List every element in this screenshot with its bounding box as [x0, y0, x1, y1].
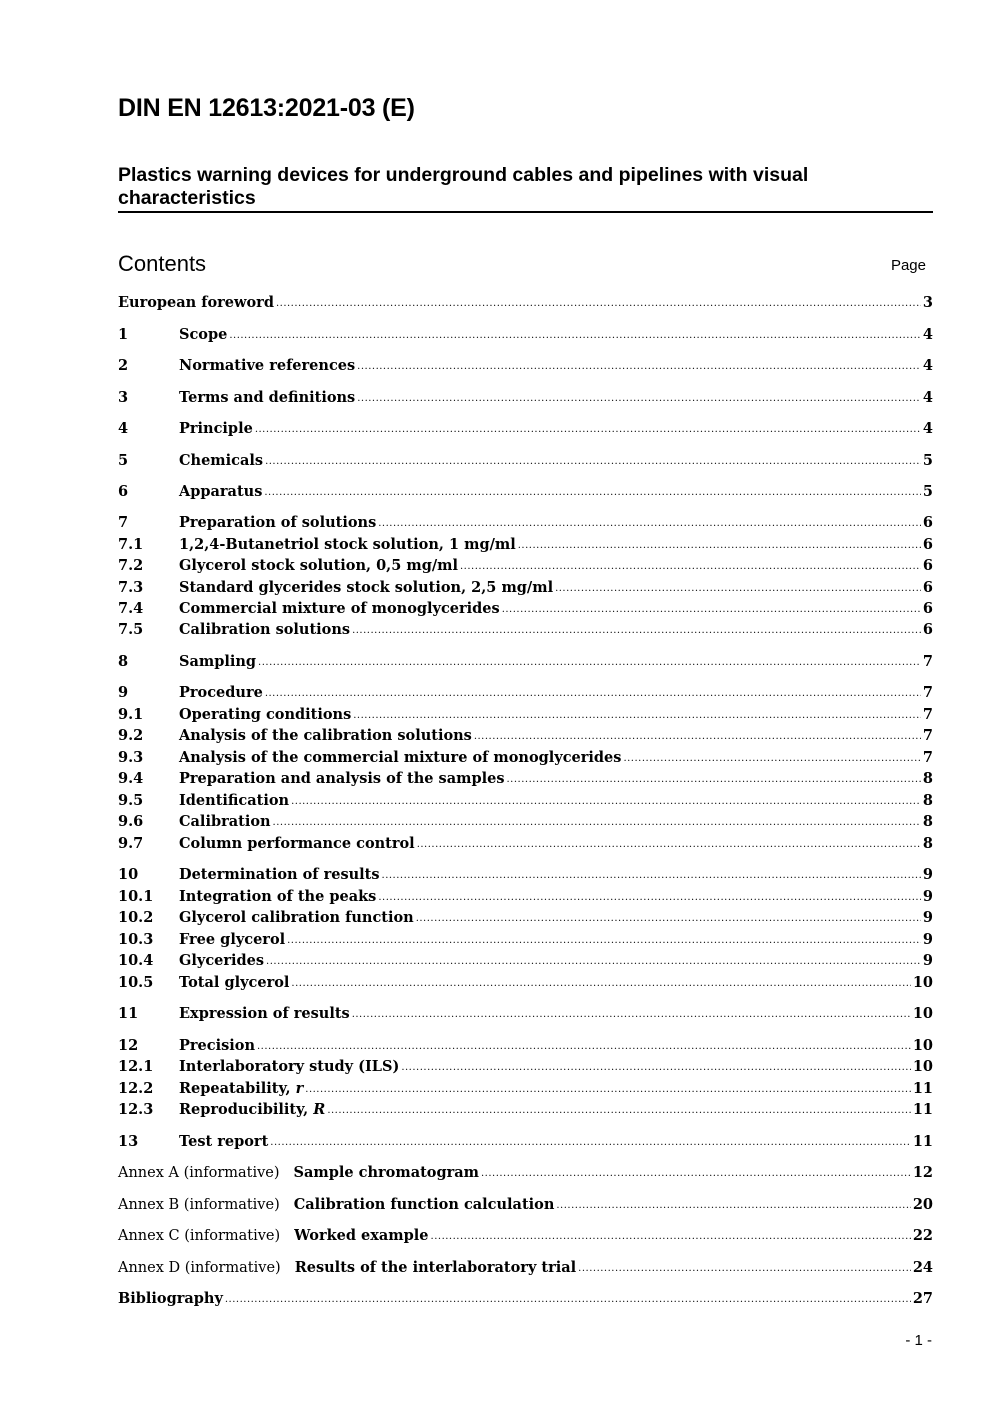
toc-page-number: 6	[922, 557, 933, 574]
toc-page-number: 6	[922, 600, 933, 617]
toc-section-title: Analysis of the commercial mixture of monoglycerides	[179, 749, 622, 766]
toc-section-number: 4	[118, 420, 129, 437]
toc-page-number: 7	[922, 684, 933, 701]
toc-entry[interactable]	[118, 620, 933, 640]
toc-section-title: Procedure	[179, 684, 263, 701]
toc-section-number: 12.3	[118, 1101, 154, 1118]
toc-entry[interactable]	[118, 1195, 933, 1215]
toc-section-title: Principle	[179, 420, 253, 437]
toc-section-title: Bibliography	[118, 1290, 223, 1307]
toc-annex-label: Annex C (informative)	[118, 1228, 281, 1244]
toc-page-number: 9	[922, 888, 933, 905]
toc-entry[interactable]	[118, 1258, 933, 1278]
toc-section-title: Interlaboratory study (ILS)	[179, 1058, 400, 1075]
toc-section-number: 7.2	[118, 557, 144, 574]
toc-page-number: 6	[922, 579, 933, 596]
toc-section-title: Calibration solutions	[179, 621, 351, 638]
toc-leader-dots	[357, 356, 921, 376]
toc-entry[interactable]	[118, 325, 933, 345]
toc-entry[interactable]	[118, 1057, 933, 1077]
toc-page-number: 24	[912, 1259, 933, 1276]
toc-section-number: 10.4	[118, 952, 154, 969]
toc-page-number: 20	[912, 1196, 933, 1213]
toc-entry[interactable]	[118, 513, 933, 533]
page-column-heading: Page	[890, 257, 926, 274]
toc-section-title: Glycerol stock solution, 0,5 mg/ml	[179, 557, 458, 574]
toc-section-title: Identification	[179, 792, 290, 809]
toc-section-title: Terms and definitions	[179, 389, 356, 406]
toc-leader-dots	[481, 1163, 911, 1183]
toc-leader-dots	[352, 1004, 911, 1024]
toc-section-number: 2	[118, 357, 129, 374]
toc-entry[interactable]	[118, 1226, 933, 1246]
toc-page-number: 5	[922, 452, 933, 469]
toc-section-number: 7.1	[118, 536, 144, 553]
toc-section-number: 12.1	[118, 1058, 154, 1075]
toc-entry[interactable]	[118, 748, 933, 768]
toc-page-number: 9	[922, 931, 933, 948]
toc-section-title: Standard glycerides stock solution, 2,5 mg/ml	[179, 579, 554, 596]
toc-section-number: 7.4	[118, 600, 144, 617]
toc-section-title: Normative references	[179, 357, 356, 374]
toc-page-number: 4	[922, 326, 933, 343]
toc-entry[interactable]	[118, 451, 933, 471]
toc-entry[interactable]	[118, 578, 933, 598]
toc-section-title: Free glycerol	[179, 931, 286, 948]
toc-section-title: Commercial mixture of monoglycerides	[179, 600, 500, 617]
toc-leader-dots	[460, 556, 921, 576]
toc-page-number: 11	[912, 1101, 933, 1118]
toc-section-number: 10.5	[118, 974, 154, 991]
toc-page-number: 22	[912, 1227, 933, 1244]
toc-page-number: 8	[922, 813, 933, 830]
toc-section-number: 9.3	[118, 749, 144, 766]
toc-entry[interactable]	[118, 1289, 933, 1309]
toc-section-title: Glycerides	[179, 952, 265, 969]
toc-section-number: 13	[118, 1133, 139, 1150]
toc-section-title: European foreword	[118, 294, 274, 311]
toc-section-number: 9.6	[118, 813, 144, 830]
toc-section-number: 9.2	[118, 727, 144, 744]
toc-entry[interactable]	[118, 683, 933, 703]
toc-page-number: 10	[912, 1058, 933, 1075]
toc-page-number: 7	[922, 653, 933, 670]
toc-entry[interactable]	[118, 769, 933, 789]
toc-leader-dots	[265, 451, 921, 471]
toc-section-number: 1	[118, 326, 129, 343]
toc-page-number: 9	[922, 866, 933, 883]
toc-page-number: 27	[912, 1290, 933, 1307]
toc-section-title: Scope	[179, 326, 228, 343]
toc-section-number: 10.3	[118, 931, 154, 948]
toc-section-number: 7.5	[118, 621, 144, 638]
toc-annex-label: Annex B (informative)	[118, 1197, 280, 1213]
toc-annex-label: Annex A (informative)	[118, 1165, 280, 1181]
toc-leader-dots	[229, 325, 921, 345]
toc-entry[interactable]	[118, 887, 933, 907]
toc-entry[interactable]	[118, 1100, 933, 1120]
toc-leader-dots	[291, 791, 921, 811]
toc-entry[interactable]	[118, 482, 933, 502]
toc-section-title: Precision	[179, 1037, 255, 1054]
toc-page-number: 10	[912, 974, 933, 991]
toc-leader-dots	[327, 1100, 911, 1120]
toc-section-number: 6	[118, 483, 129, 500]
toc-leader-dots	[270, 1132, 911, 1152]
toc-section-title: Preparation of solutions	[179, 514, 377, 531]
toc-leader-dots	[225, 1289, 911, 1309]
toc-leader-dots	[507, 769, 921, 789]
toc-section-number: 9.4	[118, 770, 144, 787]
toc-entry[interactable]	[118, 1004, 933, 1024]
toc-section-number: 9	[118, 684, 129, 701]
toc-leader-dots	[287, 930, 921, 950]
contents-heading: Contents	[118, 251, 207, 276]
toc-section-number: 7.3	[118, 579, 144, 596]
toc-section-title: Glycerol calibration function	[179, 909, 414, 926]
toc-leader-dots	[401, 1057, 911, 1077]
toc-section-number: 12.2	[118, 1080, 154, 1097]
toc-leader-dots	[474, 726, 921, 746]
toc-leader-dots	[378, 887, 921, 907]
toc-section-title: Repeatability, r	[179, 1080, 304, 1097]
toc-page-number: 9	[922, 909, 933, 926]
toc-section-title: Column performance control	[179, 835, 415, 852]
toc-leader-dots	[258, 652, 921, 672]
toc-section-title: Apparatus	[179, 483, 263, 500]
toc-leader-dots	[255, 419, 921, 439]
toc-section-title: 1,2,4-Butanetriol stock solution, 1 mg/ml	[179, 536, 516, 553]
toc-section-title: Integration of the peaks	[179, 888, 377, 905]
toc-entry[interactable]	[118, 812, 933, 832]
toc-leader-dots	[264, 482, 921, 502]
toc-entry[interactable]	[118, 705, 933, 725]
toc-section-number: 8	[118, 653, 129, 670]
toc-entry[interactable]	[118, 973, 933, 993]
toc-leader-dots	[623, 748, 920, 768]
toc-entry[interactable]	[118, 951, 933, 971]
toc-page-number: 6	[922, 514, 933, 531]
toc-page-number: 11	[912, 1133, 933, 1150]
toc-leader-dots	[518, 535, 921, 555]
toc-page-number: 8	[922, 770, 933, 787]
document-subtitle: Plastics warning devices for underground cables and pipelines with visual characteristics	[118, 164, 933, 213]
toc-entry[interactable]	[118, 535, 933, 555]
toc-page-number: 4	[922, 389, 933, 406]
toc-entry[interactable]	[118, 908, 933, 928]
toc-entry[interactable]	[118, 599, 933, 619]
toc-leader-dots	[502, 599, 921, 619]
toc-leader-dots	[257, 1036, 911, 1056]
page-number: - 1 -	[905, 1332, 932, 1349]
toc-section-number: 7	[118, 514, 129, 531]
toc-section-title: Preparation and analysis of the samples	[179, 770, 505, 787]
toc-section-number: 9.1	[118, 706, 144, 723]
toc-section-title: Determination of results	[179, 866, 380, 883]
toc-leader-dots	[305, 1079, 911, 1099]
toc-entry[interactable]	[118, 1163, 933, 1183]
toc-leader-dots	[378, 513, 921, 533]
toc-leader-dots	[353, 705, 921, 725]
toc-page-number: 11	[912, 1080, 933, 1097]
toc-section-title: Test report	[179, 1133, 269, 1150]
toc-page-number: 8	[922, 792, 933, 809]
toc-leader-dots	[357, 388, 921, 408]
toc-page-number: 4	[922, 357, 933, 374]
toc-page-number: 7	[922, 727, 933, 744]
toc-entry[interactable]	[118, 1132, 933, 1152]
toc-entry[interactable]	[118, 930, 933, 950]
toc-page-number: 9	[922, 952, 933, 969]
toc-section-title: Operating conditions	[179, 706, 352, 723]
toc-leader-dots	[416, 908, 921, 928]
toc-section-title: Analysis of the calibration solutions	[179, 727, 472, 744]
toc-leader-dots	[431, 1226, 911, 1246]
toc-leader-dots	[265, 683, 921, 703]
toc-leader-dots	[276, 293, 921, 313]
toc-section-number: 10.2	[118, 909, 154, 926]
toc-page-number: 5	[922, 483, 933, 500]
toc-entry[interactable]	[118, 1079, 933, 1099]
toc-section-number: 11	[118, 1005, 139, 1022]
toc-entry[interactable]	[118, 388, 933, 408]
toc-entry[interactable]	[118, 356, 933, 376]
toc-page-number: 8	[922, 835, 933, 852]
toc-entry[interactable]	[118, 293, 933, 313]
toc-section-number: 12	[118, 1037, 139, 1054]
toc-page-number: 10	[912, 1005, 933, 1022]
toc-annex-label: Annex D (informative)	[118, 1260, 281, 1276]
toc-page-number: 10	[912, 1037, 933, 1054]
toc-entry[interactable]	[118, 556, 933, 576]
toc-entry[interactable]	[118, 726, 933, 746]
toc-page-number: 7	[922, 749, 933, 766]
toc-section-number: 10	[118, 866, 139, 883]
toc-leader-dots	[555, 578, 921, 598]
toc-page-number: 7	[922, 706, 933, 723]
toc-leader-dots	[266, 951, 921, 971]
toc-section-title: Expression of results	[179, 1005, 350, 1022]
toc-section-number: 3	[118, 389, 129, 406]
toc-section-title: Sampling	[179, 653, 257, 670]
toc-page-number: 6	[922, 536, 933, 553]
toc-leader-dots	[291, 973, 910, 993]
toc-entry[interactable]	[118, 652, 933, 672]
toc-section-title: Sample chromatogram	[293, 1164, 479, 1181]
toc-leader-dots	[382, 865, 921, 885]
toc-page-number: 12	[912, 1164, 933, 1181]
toc-section-title: Chemicals	[179, 452, 264, 469]
toc-entry[interactable]	[118, 419, 933, 439]
toc-page-number: 4	[922, 420, 933, 437]
toc-page-number: 6	[922, 621, 933, 638]
toc-section-title: Total glycerol	[179, 974, 290, 991]
toc-section-title: Reproducibility, R	[179, 1101, 326, 1118]
toc-leader-dots	[352, 620, 921, 640]
toc-entry[interactable]	[118, 1036, 933, 1056]
toc-section-title: Calibration	[179, 813, 271, 830]
toc-leader-dots	[578, 1258, 911, 1278]
toc-section-title: Calibration function calculation	[293, 1196, 555, 1213]
document-title: DIN EN 12613:2021-03 (E)	[118, 94, 415, 122]
toc-page-number: 3	[922, 294, 933, 311]
toc-section-title: Results of the interlaboratory trial	[294, 1259, 577, 1276]
toc-leader-dots	[556, 1195, 910, 1215]
toc-entry[interactable]	[118, 834, 933, 854]
toc-leader-dots	[273, 812, 921, 832]
toc-entry[interactable]	[118, 791, 933, 811]
toc-section-number: 10.1	[118, 888, 154, 905]
toc-section-number: 5	[118, 452, 129, 469]
toc-entry[interactable]	[118, 865, 933, 885]
toc-section-number: 9.5	[118, 792, 144, 809]
toc-section-title: Worked example	[294, 1227, 429, 1244]
toc-section-number: 9.7	[118, 835, 144, 852]
toc-leader-dots	[417, 834, 921, 854]
